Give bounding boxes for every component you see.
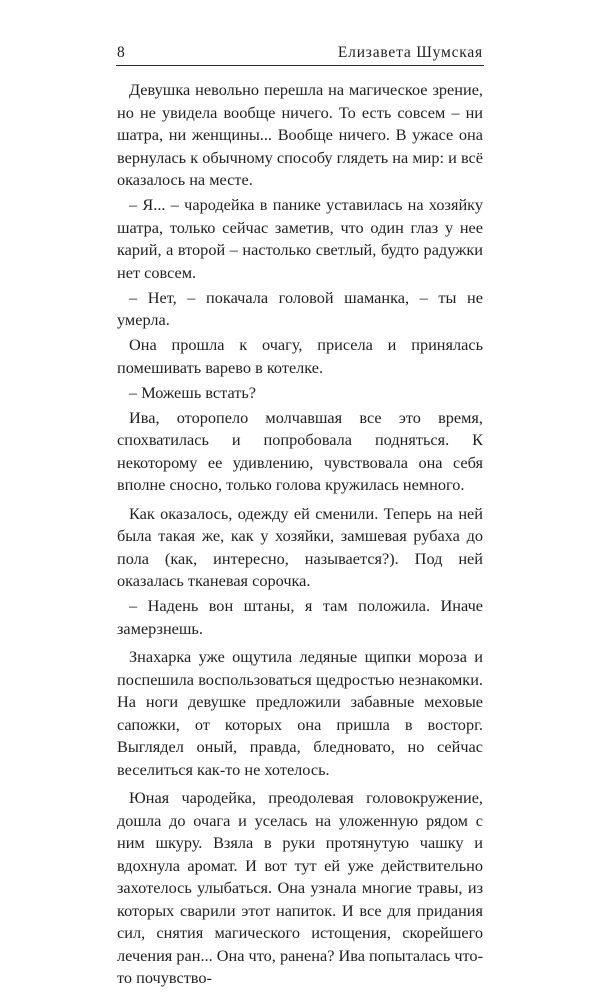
- paragraph: – Можешь встать?: [129, 382, 257, 402]
- paragraph: Она прошла к очагу, присела и принялась помешивать варево в котелке.: [117, 335, 483, 377]
- paragraph: Девушка невольно перешла на магическое зрение, но не увидела вообще ничего. То есть совсем – ни шатра, ни женщины... Вообще ничего. В ужасе она вернулась к обычному способу глядеть на мир: и всё оказалось на месте.: [117, 80, 483, 189]
- paragraph: Юная чародейка, преодолевая головокружение, дошла до очага и уселась на уложенную рядом с ним шкуру. Взяла в руки протянутую чашку и вдохнула аромат. И вот тут ей уже действительно захотелось улыбаться. Она узнала многие травы, из которых сварили этот напиток. И все для придания сил, снятия магического истощения, скорейшего лечения ран... Она что, ранена? Ива попыталась что-то почувство-: [117, 788, 483, 987]
- paragraph: – Нет, – покачала головой шаманка, – ты не умерла.: [117, 287, 483, 329]
- paragraph: – Я... – чародейка в панике уставилась на хозяйку шатра, только сейчас заметив, что один глаз у нее карий, а второй – настолько светлый, будто радужки нет совсем.: [117, 195, 483, 282]
- running-head: [117, 44, 483, 66]
- paragraph: – Надень вон штаны, я там положила. Иначе замерзнешь.: [117, 596, 483, 638]
- page-number: 8: [117, 44, 126, 61]
- header-rule: [116, 65, 484, 66]
- body-text: [117, 79, 483, 992]
- paragraph: Ива, оторопело молчавшая все это время, спохватилась и попробовала подняться. К некоторому ее удивлению, чувствовала она себя вполне сносно, только голова кружилась немного.: [117, 407, 483, 494]
- header-author: Елизавета Шумская: [337, 44, 483, 61]
- paragraph: Как оказалось, одежду ей сменили. Теперь на ней была такая же, как у хозяйки, замшевая рубаха до пола (как, интересно, называется?). Под ней оказалась тканевая сорочка.: [117, 503, 483, 590]
- paragraph: Знахарка уже ощутила ледяные щипки мороза и поспешила воспользоваться щедростью незнакомки. На ноги девушке предложили забавные меховые сапожки, от которых она пришла в восторг. Выглядел оный, правда, бледновато, но сейчас веселиться как-то не хотелось.: [117, 647, 483, 779]
